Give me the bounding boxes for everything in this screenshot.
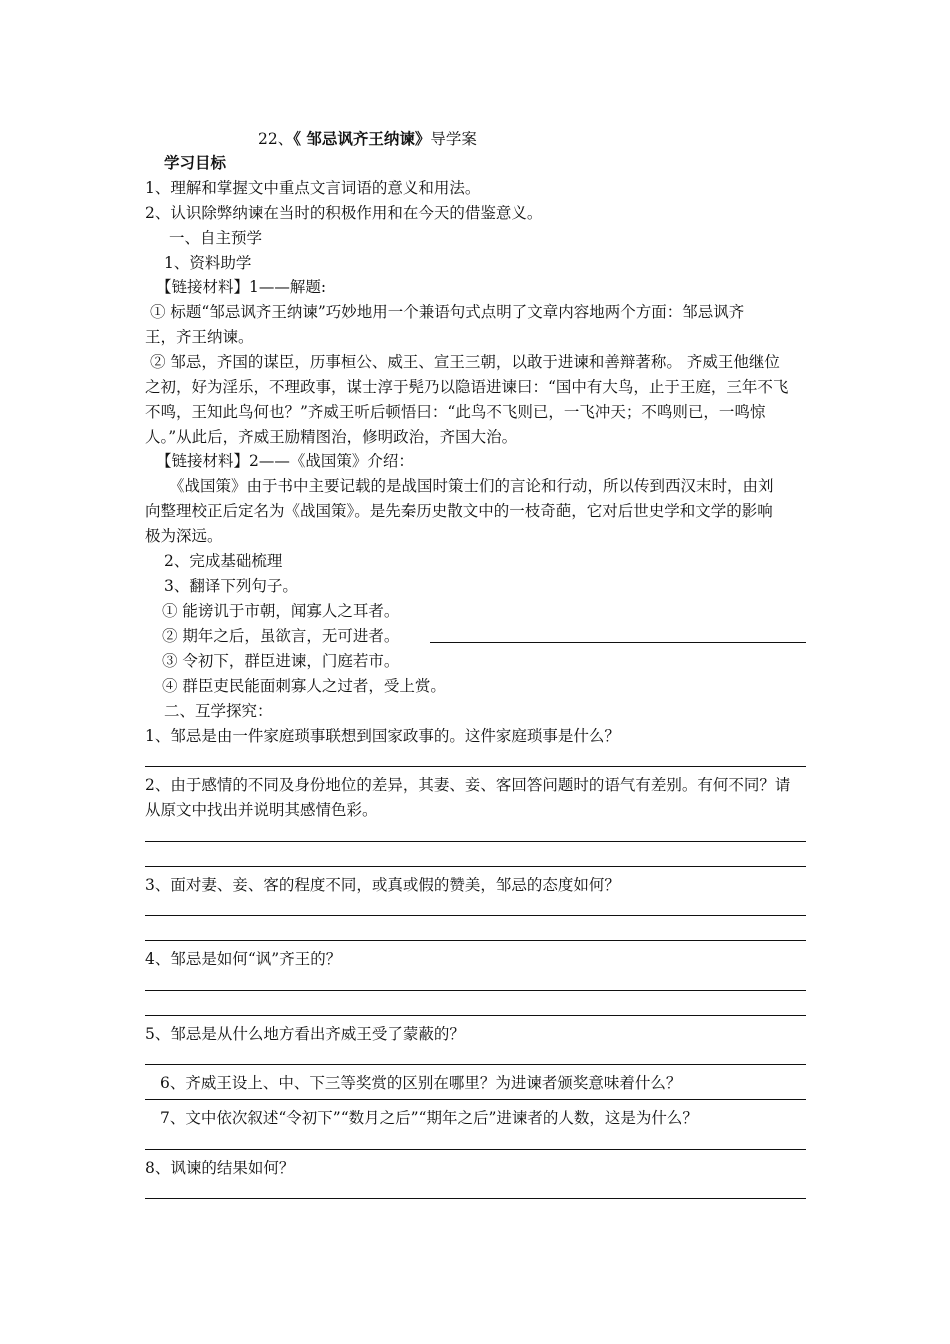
paragraph-2-line-4: 人。”从此后，齐威王励精图治，修明政治，齐国大治。 xyxy=(145,428,518,446)
answer-line xyxy=(145,1064,806,1065)
translate-item-1: ① 能谤讥于市朝，闻寡人之耳者。 xyxy=(162,602,400,620)
title-suffix: 导学案 xyxy=(430,130,477,148)
goal-1: 1、理解和掌握文中重点文言词语的意义和用法。 xyxy=(145,179,481,197)
question-2-line-2: 从原文中找出并说明其感情色彩。 xyxy=(145,801,378,819)
answer-line xyxy=(430,642,806,643)
answer-line xyxy=(145,990,806,991)
paragraph-2-line-1: ② 邹忌，齐国的谋臣，历事桓公、威王、宣王三朝，以敢于进谏和善辩著称。 齐威王他继位 xyxy=(150,353,780,371)
paragraph-3-line-1: 《战国策》由于书中主要记载的是战国时策士们的言论和行动，所以传到西汉末时，由刘 xyxy=(169,477,774,495)
question-5: 5、邹忌是从什么地方看出齐威王受了蒙蔽的？ xyxy=(145,1025,465,1043)
question-8: 8、讽谏的结果如何？ xyxy=(145,1159,295,1177)
paragraph-2-line-2: 之初，好为淫乐，不理政事，谋士淳于髡乃以隐语进谏曰：“国中有大鸟，止于王庭，三年不飞 xyxy=(145,378,789,396)
answer-line xyxy=(145,766,806,767)
question-4: 4、邹忌是如何“讽”齐王的？ xyxy=(145,950,342,968)
goals-heading: 学习目标 xyxy=(164,153,227,172)
paragraph-1-line-2: 王，齐王纳谏。 xyxy=(145,328,254,346)
title-number: 22、 xyxy=(258,130,294,148)
section-self-study: 一、自主预学 xyxy=(169,229,263,247)
section-peer-study: 二、互学探究： xyxy=(164,702,273,720)
subsection-translate: 3、翻译下列句子。 xyxy=(164,577,298,595)
question-2-line-1: 2、由于感情的不同及身份地位的差异，其妻、妾、客回答问题时的语气有差别。有何不同？请 xyxy=(145,776,791,794)
translate-item-4: ④ 群臣吏民能面刺寡人之过者，受上赏。 xyxy=(162,677,446,695)
title-main: 《 邹忌讽齐王纳谏》 xyxy=(293,129,431,148)
answer-line xyxy=(145,940,806,941)
translate-item-3: ③ 令初下，群臣进谏，门庭若市。 xyxy=(162,652,400,670)
link-material-2: 【链接材料】2——《战国策》介绍： xyxy=(156,452,414,470)
question-3: 3、面对妻、妾、客的程度不同，或真或假的赞美，邹忌的态度如何？ xyxy=(145,876,620,894)
answer-line xyxy=(145,915,806,916)
answer-line xyxy=(145,841,806,842)
answer-line xyxy=(145,1015,806,1016)
subsection-basics: 2、完成基础梳理 xyxy=(164,552,283,570)
link-material-1: 【链接材料】1——解题: xyxy=(156,278,327,296)
answer-line xyxy=(145,1198,806,1199)
page-title xyxy=(258,129,477,149)
question-1: 1、邹忌是由一件家庭琐事联想到国家政事的。这件家庭琐事是什么？ xyxy=(145,727,620,745)
question-7: 7、文中依次叙述“令初下”“数月之后”“期年之后”进谏者的人数，这是为什么？ xyxy=(160,1109,698,1127)
paragraph-3-line-3: 极为深远。 xyxy=(145,527,223,545)
paragraph-3-line-2: 向整理校正后定名为《战国策》。是先秦历史散文中的一枝奇葩，它对后世史学和文学的影响 xyxy=(145,502,773,520)
subsection-materials: 1、资料助学 xyxy=(164,254,252,272)
paragraph-1-line-1: ① 标题“邹忌讽齐王纳谏”巧妙地用一个兼语句式点明了文章内容地两个方面：邹忌讽齐 xyxy=(150,303,745,321)
paragraph-2-line-3: 不鸣，王知此鸟何也？”齐威王听后顿悟曰：“此鸟不飞则已，一飞冲天；不鸣则已，一鸣惊 xyxy=(145,403,766,421)
answer-line xyxy=(145,1149,806,1150)
answer-line xyxy=(145,1099,806,1100)
question-6: 6、齐威王设上、中、下三等奖赏的区别在哪里？为进谏者颁奖意味着什么？ xyxy=(160,1074,682,1092)
answer-line xyxy=(145,866,806,867)
goal-2: 2、认识除弊纳谏在当时的积极作用和在今天的借鉴意义。 xyxy=(145,204,543,222)
translate-item-2: ② 期年之后，虽欲言，无可进者。 xyxy=(162,627,400,645)
